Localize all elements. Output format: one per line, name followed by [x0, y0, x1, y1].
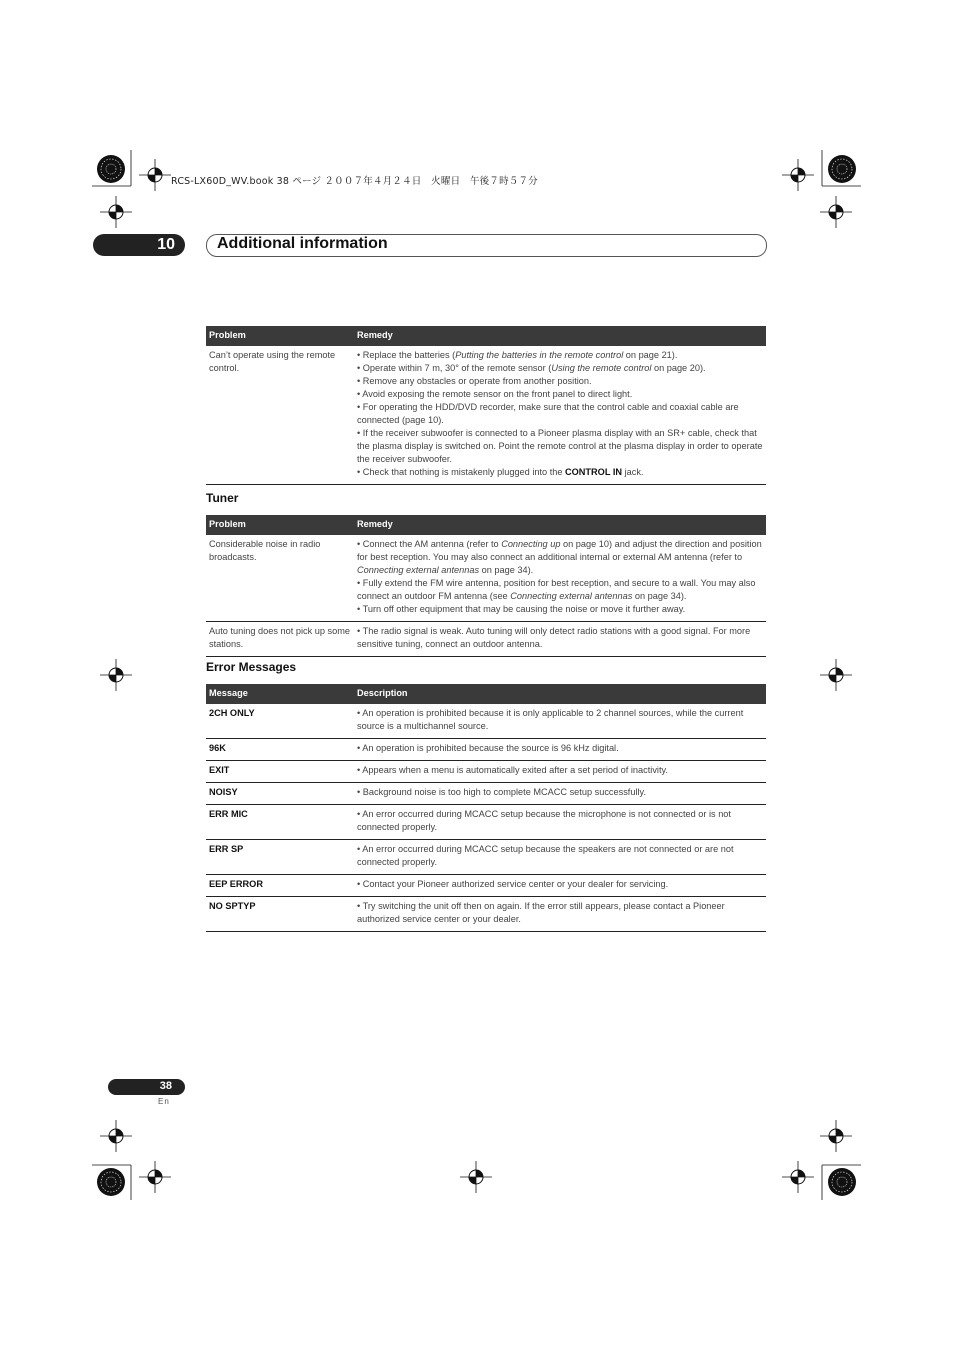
- table-row: [206, 704, 766, 739]
- table-row: [206, 840, 766, 875]
- table-row: [206, 805, 766, 840]
- remedy-cell: • The radio signal is weak. Auto tuning will only detect radio stations with a good signal. For more sensitive tuning, connect an outdoor antenna.: [354, 622, 766, 657]
- description-cell: • An error occurred during MCACC setup because the microphone is not connected or is not connected properly.: [354, 805, 766, 840]
- description-cell: • An operation is prohibited because the source is 96 kHz digital.: [354, 739, 766, 761]
- table-row: [206, 346, 766, 485]
- description-cell: • An operation is prohibited because it is only applicable to 2 channel sources, while the current source is a multichannel source.: [354, 704, 766, 739]
- description-cell: • An error occurred during MCACC setup because the speakers are not connected or are not connected properly.: [354, 840, 766, 875]
- column-header-problem: Problem: [206, 515, 354, 535]
- column-header-problem: Problem: [206, 326, 354, 346]
- table-row: [206, 897, 766, 932]
- page-number: 38: [159, 1080, 172, 1092]
- message-cell: EEP ERROR: [206, 875, 354, 897]
- table-row: [206, 535, 766, 622]
- problem-cell: Can’t operate using the remote control.: [206, 346, 354, 485]
- message-cell: NO SPTYP: [206, 897, 354, 932]
- table-row: [206, 622, 766, 657]
- section-heading-tuner: Tuner: [206, 491, 239, 505]
- description-cell: • Appears when a menu is automatically exited after a set period of inactivity.: [354, 761, 766, 783]
- remedy-cell: • Connect the AM antenna (refer to Connecting up on page 10) and adjust the direction and position for best reception. You may also connect an additional internal or external AM antenna (refer to Connecting external antennas on page 34). • Fully extend the FM wire antenna, position for best reception, and secure to a wall. You may also connect an outdoor FM antenna (see Connecting external antennas on page 34). • Turn off other equipment that may be causing the noise or move it further away.: [354, 535, 766, 622]
- chapter-title-bar: [206, 234, 767, 257]
- description-cell: • Contact your Pioneer authorized service center or your dealer for servicing.: [354, 875, 766, 897]
- table-row: [206, 875, 766, 897]
- book-info: RCS-LX60D_WV.book 38 ページ ２００７年４月２４日 火曜日 午後７時５７分: [171, 176, 538, 187]
- column-header-message: Message: [206, 684, 354, 704]
- message-cell: ERR MIC: [206, 805, 354, 840]
- column-header-description: Description: [354, 684, 766, 704]
- table-row: [206, 783, 766, 805]
- message-cell: ERR SP: [206, 840, 354, 875]
- remote-troubleshooting-table: [206, 326, 766, 485]
- chapter-number-badge: [93, 234, 185, 256]
- error-messages-table: [206, 684, 766, 932]
- table-row: [206, 739, 766, 761]
- table-header-row: [206, 326, 766, 346]
- section-heading-error-messages: Error Messages: [206, 660, 297, 674]
- column-header-remedy: Remedy: [354, 326, 766, 346]
- chapter-title: Additional information: [217, 235, 388, 252]
- language-label: En: [158, 1097, 170, 1106]
- table-header-row: [206, 515, 766, 535]
- column-header-remedy: Remedy: [354, 515, 766, 535]
- message-cell: EXIT: [206, 761, 354, 783]
- description-cell: • Background noise is too high to complete MCACC setup successfully.: [354, 783, 766, 805]
- message-cell: 96K: [206, 739, 354, 761]
- message-cell: NOISY: [206, 783, 354, 805]
- description-cell: • Try switching the unit off then on again. If the error still appears, please contact a Pioneer authorized service center or your dealer.: [354, 897, 766, 932]
- problem-cell: Auto tuning does not pick up some stations.: [206, 622, 354, 657]
- problem-cell: Considerable noise in radio broadcasts.: [206, 535, 354, 622]
- table-row: [206, 761, 766, 783]
- tuner-troubleshooting-table: [206, 515, 766, 657]
- chapter-number: 10: [157, 236, 175, 253]
- table-header-row: [206, 684, 766, 704]
- message-cell: 2CH ONLY: [206, 704, 354, 739]
- remedy-cell: • Replace the batteries (Putting the batteries in the remote control on page 21). • Operate within 7 m, 30° of the remote sensor (Using the remote control on page 20). • Remove any obstacles or operate from another position. • Avoid exposing the remote sensor on the front panel to direct light. • For operating the HDD/DVD recorder, make sure that the control cable and coaxial cable are connected (page 10). • If the receiver subwoofer is connected to a Pioneer plasma display with an SR+ cable, check that the plasma display is switched on. Point the remote control at the plasma display in order to operate the receiver subwoofer. • Check that nothing is mistakenly plugged into the CONTROL IN jack.: [354, 346, 766, 485]
- page-number-badge: [108, 1079, 185, 1095]
